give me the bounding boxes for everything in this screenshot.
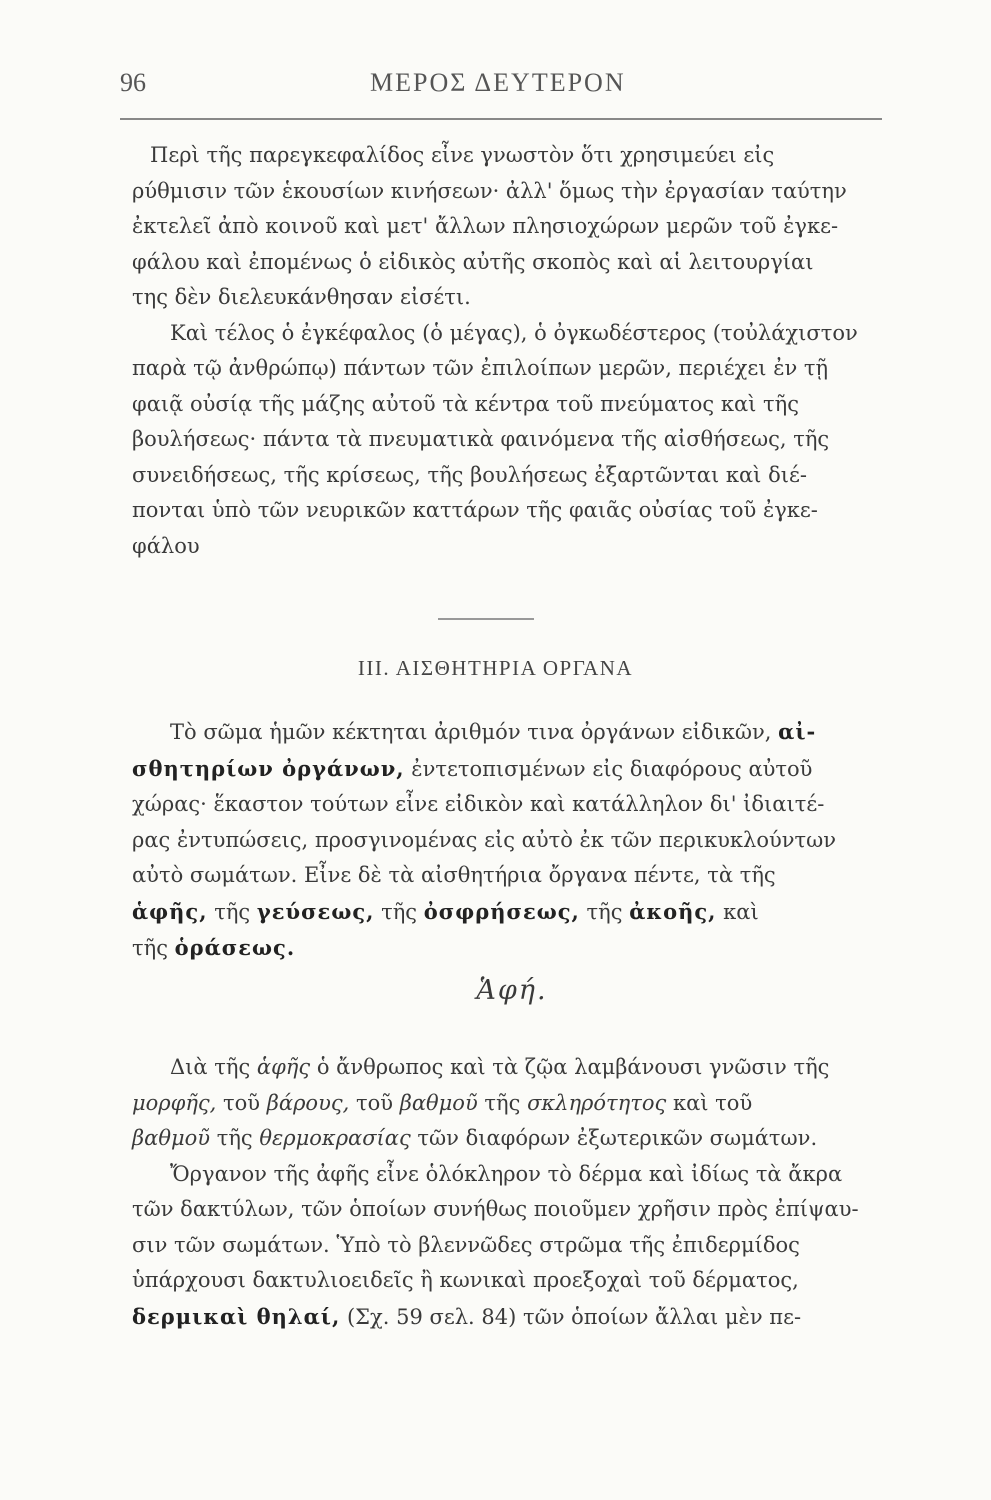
text-line: ρας ἐντυπώσεις, προσγινομένας εἰς αὐτὸ ἐκ τῶν περικυκλούντων bbox=[132, 827, 837, 852]
italic-term: βαθμοῦ bbox=[132, 1126, 211, 1150]
bold-term: δερμικαὶ θηλαί, bbox=[132, 1303, 341, 1329]
text-line: συνειδήσεως, τῆς κρίσεως, τῆς βουλήσεως ἐξαρτῶνται καὶ διέ- bbox=[132, 462, 807, 487]
bold-term: ὁράσεως. bbox=[174, 935, 296, 960]
text-line: τῶν δακτύλων, τῶν ὁποίων συνήθως ποιοῦμεν χρῆσιν πρὸς ἐπίψαυ- bbox=[132, 1197, 859, 1221]
text-run: τῆς bbox=[381, 899, 418, 924]
bold-term: γεύσεως, bbox=[256, 898, 375, 924]
text-line bbox=[132, 1121, 892, 1157]
section-title: ΙΙΙ. ΑΙΣΘΗΤΗΡΙΑ ΟΡΓΑΝΑ bbox=[357, 656, 634, 680]
text-run: τοῦ bbox=[223, 1090, 261, 1115]
text-line: φαιᾷ οὐσίᾳ τῆς μάζης αὐτοῦ τὰ κέντρα τοῦ πνεύματος καὶ τῆς bbox=[132, 391, 800, 416]
header-rule bbox=[120, 118, 882, 120]
paragraph-sense-organs bbox=[132, 714, 892, 1018]
text-line bbox=[132, 1086, 892, 1122]
text-line: πονται ὑπὸ τῶν νευρικῶν καττάρων τῆς φαιᾶς οὐσίας τοῦ ἐγκε- bbox=[132, 498, 818, 522]
text-line: αὐτὸ σωμάτων. Εἶνε δὲ τὰ αἰσθητήρια ὄργανα πέντε, τὰ τῆς bbox=[132, 863, 776, 887]
subheading-touch: Ἁφή. bbox=[476, 974, 548, 1006]
text-line: φάλου bbox=[132, 533, 200, 558]
text-line bbox=[132, 714, 892, 751]
italic-term: βάρους, bbox=[266, 1090, 350, 1115]
text-run: καὶ τοῦ bbox=[672, 1090, 753, 1115]
text-line bbox=[132, 1299, 892, 1336]
bold-term: σθητηρίων ὀργάνων, bbox=[132, 755, 405, 781]
text-line: της δὲν διελευκάνθησαν εἰσέτι. bbox=[132, 285, 471, 309]
page-header bbox=[120, 62, 880, 112]
italic-term: ἁφῆς bbox=[256, 1055, 311, 1079]
text-run: (Σχ. 59 σελ. 84) τῶν ὁποίων ἄλλαι μὲν πε- bbox=[346, 1304, 802, 1329]
text-run: τῆς bbox=[586, 899, 623, 924]
text-run: τῆς bbox=[216, 1126, 253, 1150]
text-run: Τὸ σῶμα ἡμῶν κέκτηται ἀριθμόν τινα ὀργάνων εἰδικῶν, bbox=[170, 720, 772, 744]
text-line: Ὄργανον τῆς ἀφῆς εἶνε ὁλόκληρον τὸ δέρμα καὶ ἰδίως τὰ ἄκρα bbox=[170, 1161, 843, 1186]
text-line: ὑπάρχουσι δακτυλιοειδεῖς ἢ κωνικαὶ προεξοχαὶ τοῦ δέρματος, bbox=[132, 1268, 799, 1292]
paragraphs-touch bbox=[132, 1050, 892, 1335]
text-line bbox=[132, 751, 892, 788]
text-line: χώρας· ἕκαστον τούτων εἶνε εἰδικὸν καὶ κατάλληλον δι' ἰδιαιτέ- bbox=[132, 792, 825, 816]
text-line: ρύθμισιν τῶν ἑκουσίων κινήσεων· ἀλλ' ὅμως τὴν ἐργασίαν ταύτην bbox=[132, 178, 847, 203]
bold-term: ἁφῆς, bbox=[132, 898, 208, 924]
text-run: Διὰ τῆς bbox=[170, 1055, 251, 1079]
italic-term: σκληρότητος bbox=[527, 1090, 667, 1115]
text-run: ὁ ἄνθρωπος καὶ τὰ ζῷα λαμβάνουσι γνῶσιν τῆς bbox=[316, 1055, 830, 1079]
text-run: καὶ bbox=[723, 899, 759, 924]
text-line: σιν τῶν σωμάτων. Ὑπὸ τὸ βλεννῶδες στρῶμα τῆς ἐπιδερμίδος bbox=[132, 1232, 800, 1257]
bold-term: αἰ- bbox=[778, 719, 817, 744]
text-run: τῆς bbox=[132, 936, 168, 960]
text-line bbox=[132, 1050, 892, 1086]
italic-term: βαθμοῦ bbox=[399, 1090, 478, 1115]
text-line: φάλου καὶ ἐπομένως ὁ εἰδικὸς αὐτῆς σκοπὸς καὶ αἱ λειτουργίαι bbox=[132, 249, 814, 274]
bold-term: ὀσφρήσεως, bbox=[423, 898, 580, 924]
text-run: τοῦ bbox=[355, 1090, 393, 1115]
page-number: 96 bbox=[120, 68, 146, 97]
text-line: Καὶ τέλος ὁ ἐγκέφαλος (ὁ μέγας), ὁ ὀγκωδέστερος (τοὐλάχιστον bbox=[170, 320, 858, 345]
bold-term: ἀκοῆς, bbox=[629, 898, 717, 924]
text-run: ἐντετοπισμένων εἰς διαφόρους αὐτοῦ bbox=[411, 756, 813, 781]
paragraphs-brain bbox=[132, 138, 892, 564]
text-line bbox=[132, 894, 892, 931]
italic-term: μορφῆς, bbox=[132, 1090, 217, 1115]
text-line bbox=[132, 138, 892, 174]
text-line bbox=[132, 930, 892, 967]
running-title: ΜΕΡΟΣ ΔΕΥΤΕΡΟΝ bbox=[370, 68, 626, 97]
text-line: ἐκτελεῖ ἀπὸ κοινοῦ καὶ μετ' ἄλλων πλησιοχώρων μερῶν τοῦ ἐγκε- bbox=[132, 214, 839, 238]
text-run: τῶν διαφόρων ἐξωτερικῶν σωμάτων. bbox=[417, 1126, 818, 1150]
text-line-content: Περὶ τῆς παρεγκεφαλίδος εἶνε γνωστὸν ὅτι χρησιμεύει εἰς bbox=[150, 143, 775, 167]
text-run: τῆς bbox=[214, 899, 251, 924]
text-run: τῆς bbox=[484, 1090, 521, 1115]
text-line: παρὰ τῷ ἀνθρώπῳ) πάντων τῶν ἐπιλοίπων μερῶν, περιέχει ἐν τῇ bbox=[132, 356, 829, 380]
section-divider bbox=[438, 618, 534, 620]
text-line: βουλήσεως· πάντα τὰ πνευματικὰ φαινόμενα τῆς αἰσθήσεως, τῆς bbox=[132, 427, 830, 451]
italic-term: θερμοκρασίας bbox=[259, 1126, 411, 1150]
